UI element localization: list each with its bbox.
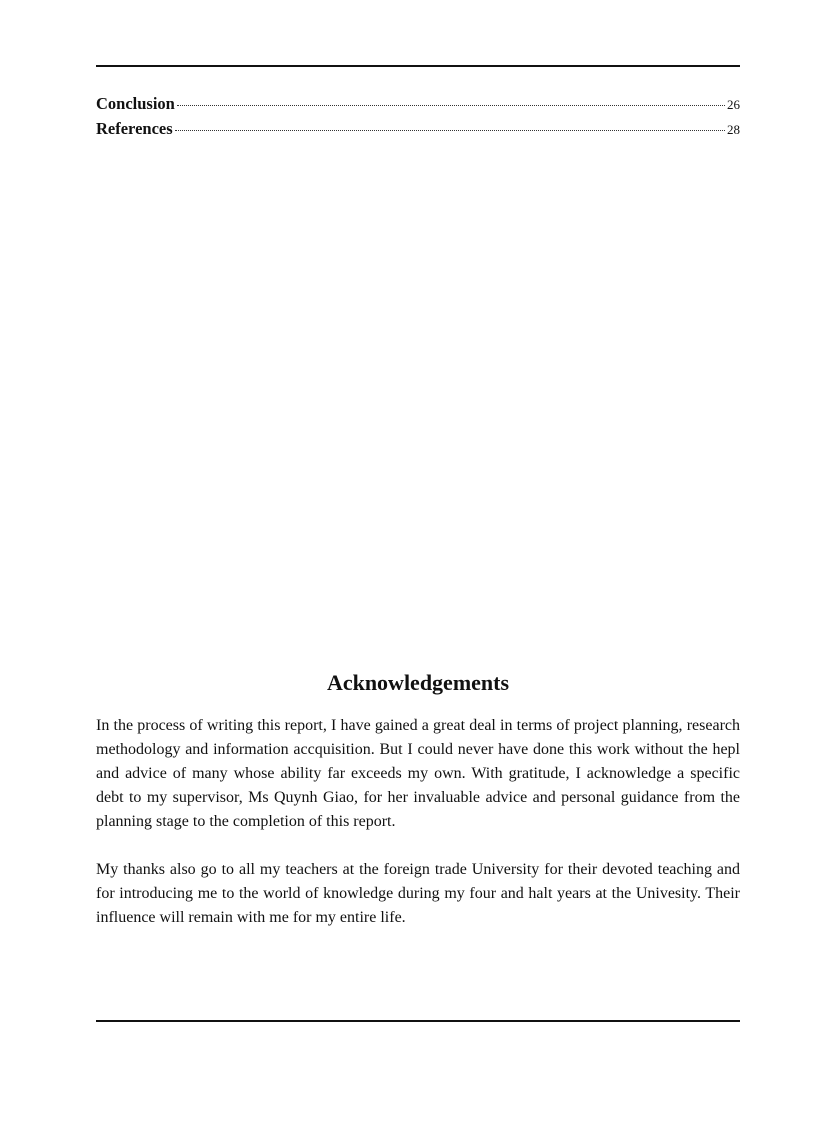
footer-rule [96,1020,740,1022]
toc-entry-page: 26 [727,97,740,112]
toc-entry-title: Conclusion [96,94,175,113]
toc-entry-title: References [96,119,173,138]
table-of-contents [96,94,740,144]
toc-entry-page: 28 [727,122,740,137]
toc-entry-conclusion[interactable] [96,94,740,119]
acknowledgements-paragraph: My thanks also go to all my teachers at the foreign trade University for their devoted teaching and for introducing me to the world of knowledge during my four and halt years at the Univesity. Their influence will remain with me for my entire life. [96,861,740,926]
header-rule [96,65,740,67]
acknowledgements-paragraph: In the process of writing this report, I have gained a great deal in terms of project planning, research methodology and information accquisition. But I could never have done this work without the hepl and advice of many whose ability far exceeds my own. With gratitude, I acknowledge a specific debt to my supervisor, Ms Quynh Giao, for her invaluable advice and personal guidance from the planning stage to the completion of this report. [96,717,740,830]
acknowledgements-body [96,714,740,954]
toc-dot-leader [177,104,725,106]
toc-dot-leader [175,129,725,131]
toc-entry-references[interactable] [96,119,740,144]
acknowledgements-heading: Acknowledgements [326,670,510,695]
